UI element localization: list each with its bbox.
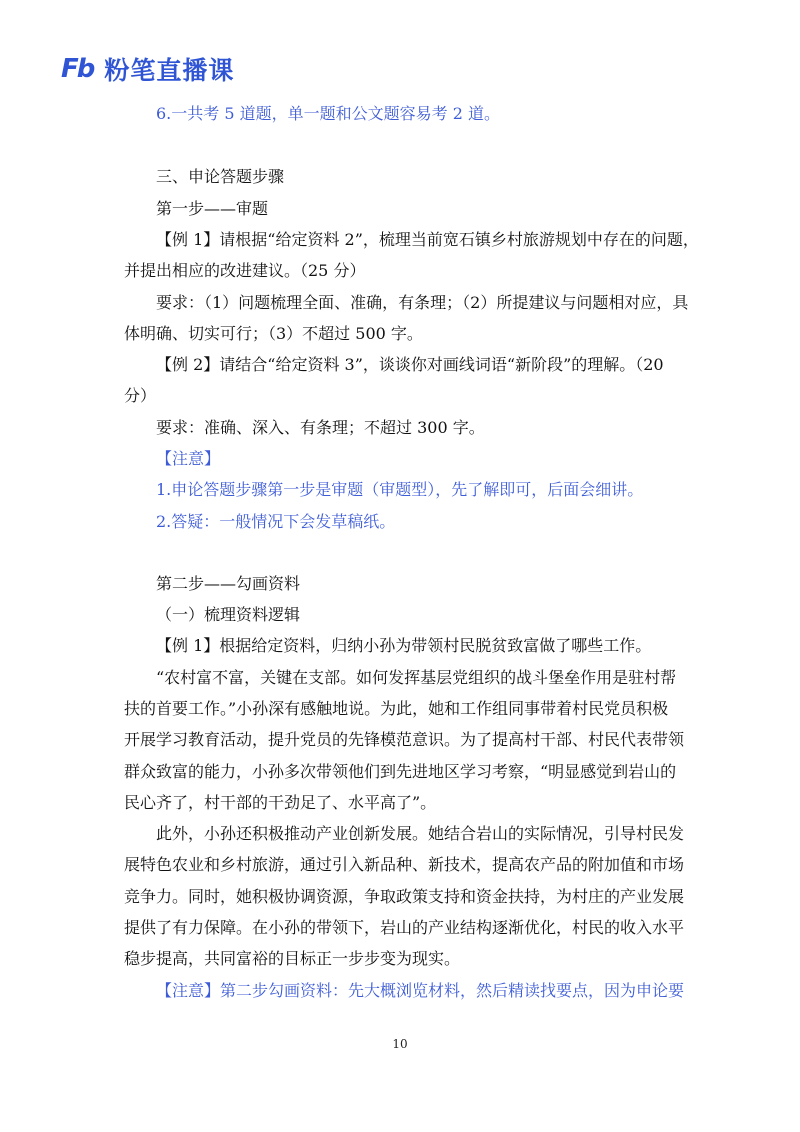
example-line: 【例 2】请结合“给定资料 3”，谈谈你对画线词语“新阶段”的理解。（20 bbox=[156, 355, 664, 374]
note-line: 1.申论答题步骤第一步是审题（审题型），先了解即可，后面会细讲。 bbox=[156, 480, 644, 499]
example-line: 【例 1】请根据“给定资料 2”，梳理当前宽石镇乡村旅游规划中存在的问题， bbox=[156, 230, 699, 249]
material-paragraph-line: 民心齐了，村干部的干劲足了、水平高了”。 bbox=[124, 793, 437, 812]
note-line: 【注意】第二步勾画资料：先大概浏览材料，然后精读找要点，因为申论要 bbox=[156, 981, 685, 1000]
section-heading: 三、申论答题步骤 bbox=[156, 167, 285, 186]
example-line: 并提出相应的改进建议。（25 分） bbox=[124, 261, 366, 280]
logo-text: 粉笔直播课 bbox=[104, 56, 235, 85]
material-paragraph-line: 开展学习教育活动，提升党员的先锋模范意识。为了提高村干部、村民代表带领 bbox=[124, 730, 685, 749]
example-line: 【例 1】根据给定资料，归纳小孙为带领村民脱贫致富做了哪些工作。 bbox=[156, 636, 652, 655]
note-line: 2.答疑：一般情况下会发草稿纸。 bbox=[156, 512, 396, 531]
requirement-line: 体明确、切实可行；（3）不超过 500 字。 bbox=[124, 324, 423, 343]
logo-mark: Fb bbox=[61, 54, 94, 84]
material-paragraph-line: 提供了有力保障。在小孙的带领下，岩山的产业结构逐渐优化，村民的收入水平 bbox=[124, 918, 685, 937]
logo bbox=[58, 52, 234, 86]
subsection-heading: （一）梳理资料逻辑 bbox=[156, 605, 301, 624]
page-number: 10 bbox=[392, 1037, 408, 1051]
material-paragraph-line: 此外，小孙还积极推动产业创新发展。她结合岩山的实际情况，引导村民发 bbox=[156, 824, 685, 843]
note-label: 【注意】 bbox=[156, 449, 221, 468]
step-heading: 第一步——审题 bbox=[156, 199, 269, 218]
material-paragraph-line: 扶的首要工作。”小孙深有感触地说。为此，她和工作组同事带着村民党员积极 bbox=[124, 699, 669, 718]
requirement-line: 要求：准确、深入、有条理；不超过 300 字。 bbox=[156, 418, 485, 437]
material-paragraph-line: “农村富不富，关键在支部。如何发挥基层党组织的战斗堡垒作用是驻村帮 bbox=[156, 668, 677, 687]
step-heading: 第二步——勾画资料 bbox=[156, 574, 301, 593]
exam-note-line: 6.一共考 5 道题，单一题和公文题容易考 2 道。 bbox=[156, 104, 500, 123]
material-paragraph-line: 竞争力。同时，她积极协调资源，争取政策支持和资金扶持，为村庄的产业发展 bbox=[124, 887, 685, 906]
material-paragraph-line: 稳步提高，共同富裕的目标正一步步变为现实。 bbox=[124, 949, 461, 968]
material-paragraph-line: 群众致富的能力，小孙多次带领他们到先进地区学习考察，“明显感觉到岩山的 bbox=[124, 762, 677, 781]
example-line: 分） bbox=[124, 386, 157, 405]
requirement-line: 要求：（1）问题梳理全面、准确，有条理；（2）所提建议与问题相对应，具 bbox=[156, 293, 689, 312]
material-paragraph-line: 展特色农业和乡村旅游，通过引入新品种、新技术，提高农产品的附加值和市场 bbox=[124, 855, 685, 874]
